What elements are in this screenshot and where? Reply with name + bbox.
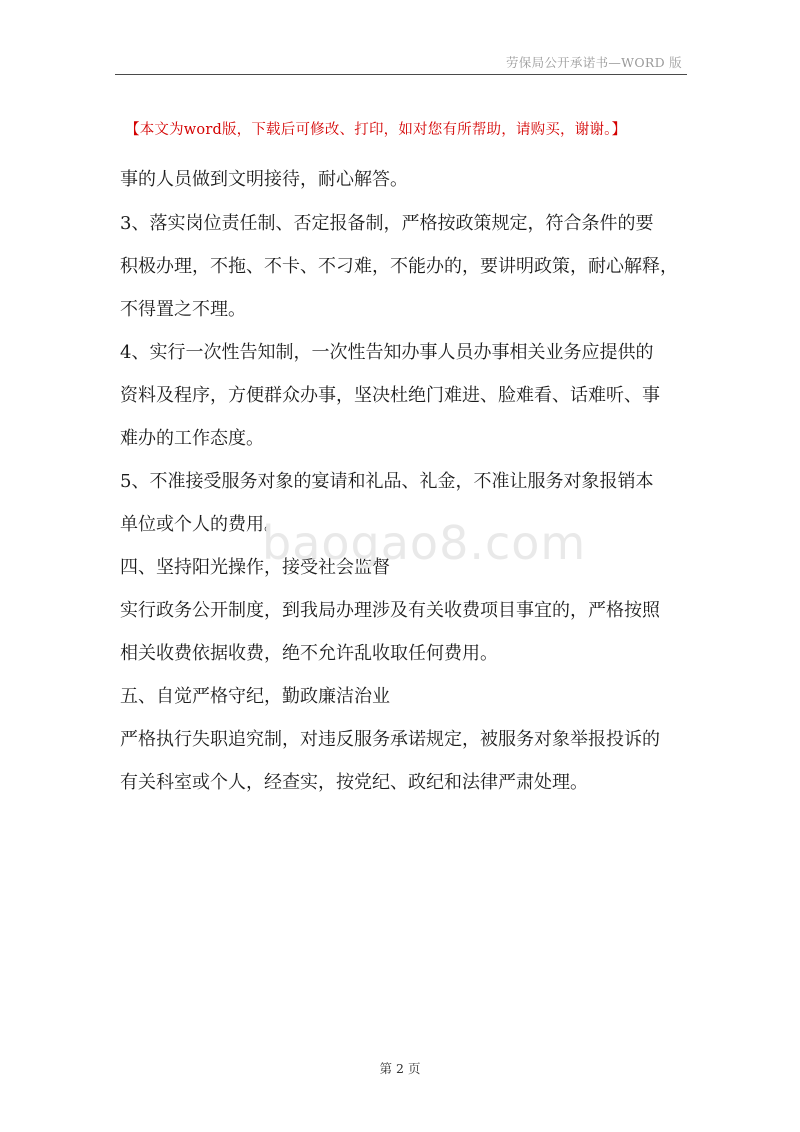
body-line: 积极办理，不拖、不卡、不刁难，不能办的，要讲明政策，耐心解释， [120,256,678,277]
header-rule [115,74,687,75]
body-line: 实行政务公开制度，到我局办理涉及有关收费项目事宜的，严格按照 [120,600,660,621]
download-notice: 【本文为word版，下载后可修改、打印，如对您有所帮助，请购买，谢谢。】 [125,122,627,138]
section-heading: 五、自觉严格守纪，勤政廉洁治业 [120,686,390,707]
body-line: 5、不准接受服务对象的宴请和礼品、礼金，不准让服务对象报销本 [120,471,654,492]
body-line: 相关收费依据收费，绝不允许乱收取任何费用。 [120,643,498,664]
section-heading: 四、坚持阳光操作，接受社会监督 [120,557,390,578]
body-line: 严格执行失职追究制，对违反服务承诺规定，被服务对象举报投诉的 [120,729,660,750]
body-line: 资料及程序，方便群众办事，坚决杜绝门难进、脸难看、话难听、事 [120,385,660,406]
body-line: 4、实行一次性告知制，一次性告知办事人员办事相关业务应提供的 [120,342,654,363]
watermark: baogao8.com [262,516,587,570]
body-line: 难办的工作态度。 [120,428,264,449]
body-line: 事的人员做到文明接待，耐心解答。 [120,169,408,190]
body-line: 3、落实岗位责任制、否定报备制，严格按政策规定，符合条件的要 [120,213,654,234]
body-line: 单位或个人的费用。 [120,514,282,535]
header-title: 劳保局公开承诺书—WORD 版 [505,55,682,70]
page-number: 第 2 页 [379,1061,421,1076]
body-line: 有关科室或个人，经查实，按党纪、政纪和法律严肃处理。 [120,772,588,793]
body-line: 不得置之不理。 [120,299,246,320]
